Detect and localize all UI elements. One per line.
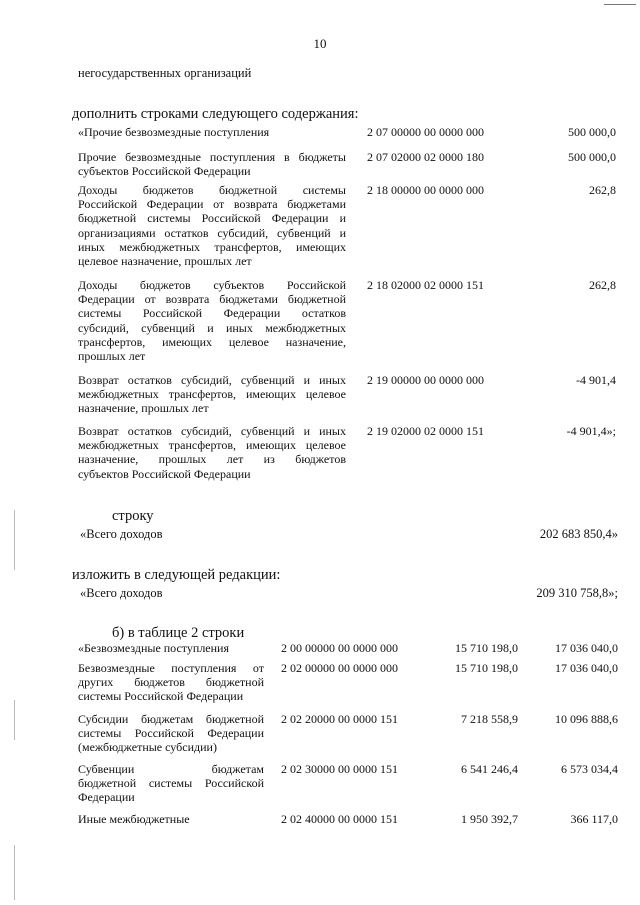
heading-add-rows: дополнить строками следующего содержания: xyxy=(72,106,359,122)
table-row-description xyxy=(78,150,346,178)
description-line: целевое назначение, прошлых лет xyxy=(78,254,252,269)
table-row-code: 2 18 00000 00 0000 000 xyxy=(367,183,484,197)
table-row-v2: 17 036 040,0 xyxy=(555,641,618,655)
table-row-description xyxy=(78,424,346,481)
description-line: «Безвозмездные поступления xyxy=(78,641,229,655)
table-row-description xyxy=(78,125,346,139)
description-line: субсидий, субвенций и иных межбюджетных xyxy=(78,320,346,335)
description-line: Безвозмездные поступления от xyxy=(78,661,264,675)
scan-edge-line xyxy=(604,4,636,5)
description-line: «Прочие безвозмездные поступления xyxy=(78,125,270,139)
table-row-value: 500 000,0 xyxy=(568,125,616,139)
description-line: (межбюджетные субсидии) xyxy=(78,740,217,755)
table-row-code: 2 02 00000 00 0000 000 xyxy=(281,661,398,675)
table-row-description xyxy=(78,641,264,655)
table-row-code: 2 07 00000 00 0000 000 xyxy=(367,125,484,139)
table-row-v1: 1 950 392,7 xyxy=(461,812,518,826)
table-row-value: -4 901,4»; xyxy=(566,424,616,438)
description-line: Субвенции бюджетам xyxy=(78,762,264,776)
page-number: 10 xyxy=(313,36,327,51)
description-line: субъектов Российской Федерации xyxy=(78,164,251,179)
table-row-v2: 6 573 034,4 xyxy=(561,762,618,776)
description-line: других бюджетов бюджетной xyxy=(78,675,264,690)
table-row-value: 262,8 xyxy=(589,278,616,292)
description-line: межбюджетных трансфертов, имеющих целевое xyxy=(78,438,346,453)
table-row-v1: 15 710 198,0 xyxy=(455,661,518,675)
table-row-v2: 366 117,0 xyxy=(570,812,618,826)
description-line: прошлых лет xyxy=(78,349,146,364)
total-new-label: «Всего доходов xyxy=(80,586,163,600)
description-line: Доходы бюджетов бюджетной системы xyxy=(78,183,346,197)
description-line: организациями остатков субсидий, субвенций и xyxy=(78,225,346,240)
table-row-description xyxy=(78,278,346,363)
description-line: системы Российской Федерации xyxy=(78,726,264,741)
table-row-description xyxy=(78,762,264,805)
intro-line: негосударственных организаций xyxy=(78,66,252,80)
table-row-code: 2 00 00000 00 0000 000 xyxy=(281,641,398,655)
description-line: Федерации xyxy=(78,790,135,805)
table-row-description xyxy=(78,373,346,416)
table-row-code: 2 19 00000 00 0000 000 xyxy=(367,373,484,387)
description-line: бюджетной системы Российской xyxy=(78,776,264,791)
table-row-v2: 17 036 040,0 xyxy=(555,661,618,675)
table-row-v1: 15 710 198,0 xyxy=(455,641,518,655)
table-row-value: -4 901,4 xyxy=(576,373,616,387)
table-row-value: 262,8 xyxy=(589,183,616,197)
total-old-value: 202 683 850,4» xyxy=(539,527,618,541)
table-row-code: 2 18 02000 02 0000 151 xyxy=(367,278,484,292)
description-line: Доходы бюджетов субъектов Российской xyxy=(78,278,346,292)
scan-margin-mark xyxy=(14,700,15,740)
description-line: Прочие безвозмездные поступления в бюджеты xyxy=(78,150,346,164)
table-row-description xyxy=(78,661,264,704)
table-row-code: 2 02 40000 00 0000 151 xyxy=(281,812,398,826)
table-row-v2: 10 096 888,6 xyxy=(555,712,618,726)
description-line: Иные межбюджетные xyxy=(78,812,190,826)
table-row-code: 2 02 30000 00 0000 151 xyxy=(281,762,398,776)
description-line: системы Российской Федерации xyxy=(78,689,244,704)
heading-table-2: б) в таблице 2 строки xyxy=(112,625,245,641)
table-row-v1: 6 541 246,4 xyxy=(461,762,518,776)
heading-edit: изложить в следующей редакции: xyxy=(72,567,281,583)
description-line: Российской Федерации от возврата бюджетами xyxy=(78,197,346,212)
description-line: иных межбюджетных трансфертов, имеющих xyxy=(78,239,346,254)
description-line: трансфертов, имеющих целевое назначение, xyxy=(78,334,346,349)
description-line: назначение, прошлых лет из бюджетов xyxy=(78,452,346,467)
table-row-code: 2 02 20000 00 0000 151 xyxy=(281,712,398,726)
table-row-code: 2 19 02000 02 0000 151 xyxy=(367,424,484,438)
description-line: Возврат остатков субсидий, субвенций и иных xyxy=(78,424,346,438)
table-row-description xyxy=(78,183,346,268)
description-line: системы Российской Федерации остатков xyxy=(78,306,346,321)
scan-margin-mark xyxy=(14,845,15,900)
description-line: Федерации от возврата бюджетами бюджетной xyxy=(78,292,346,307)
total-new-value: 209 310 758,8»; xyxy=(536,586,618,600)
description-line: назначение, прошлых лет xyxy=(78,401,209,416)
total-old-label: «Всего доходов xyxy=(80,527,163,541)
table-row-description xyxy=(78,712,264,755)
table-row-v1: 7 218 558,9 xyxy=(461,712,518,726)
table-row-description xyxy=(78,812,264,826)
description-line: субъектов Российской Федерации xyxy=(78,466,251,481)
description-line: бюджетной системы Российской Федерации и xyxy=(78,211,346,226)
scan-margin-mark xyxy=(14,510,15,570)
heading-row: строку xyxy=(112,508,154,524)
description-line: Возврат остатков субсидий, субвенций и иных xyxy=(78,373,346,387)
description-line: межбюджетных трансфертов, имеющих целевое xyxy=(78,387,346,402)
table-row-value: 500 000,0 xyxy=(568,150,616,164)
description-line: Субсидии бюджетам бюджетной xyxy=(78,712,264,726)
table-row-code: 2 07 02000 02 0000 180 xyxy=(367,150,484,164)
